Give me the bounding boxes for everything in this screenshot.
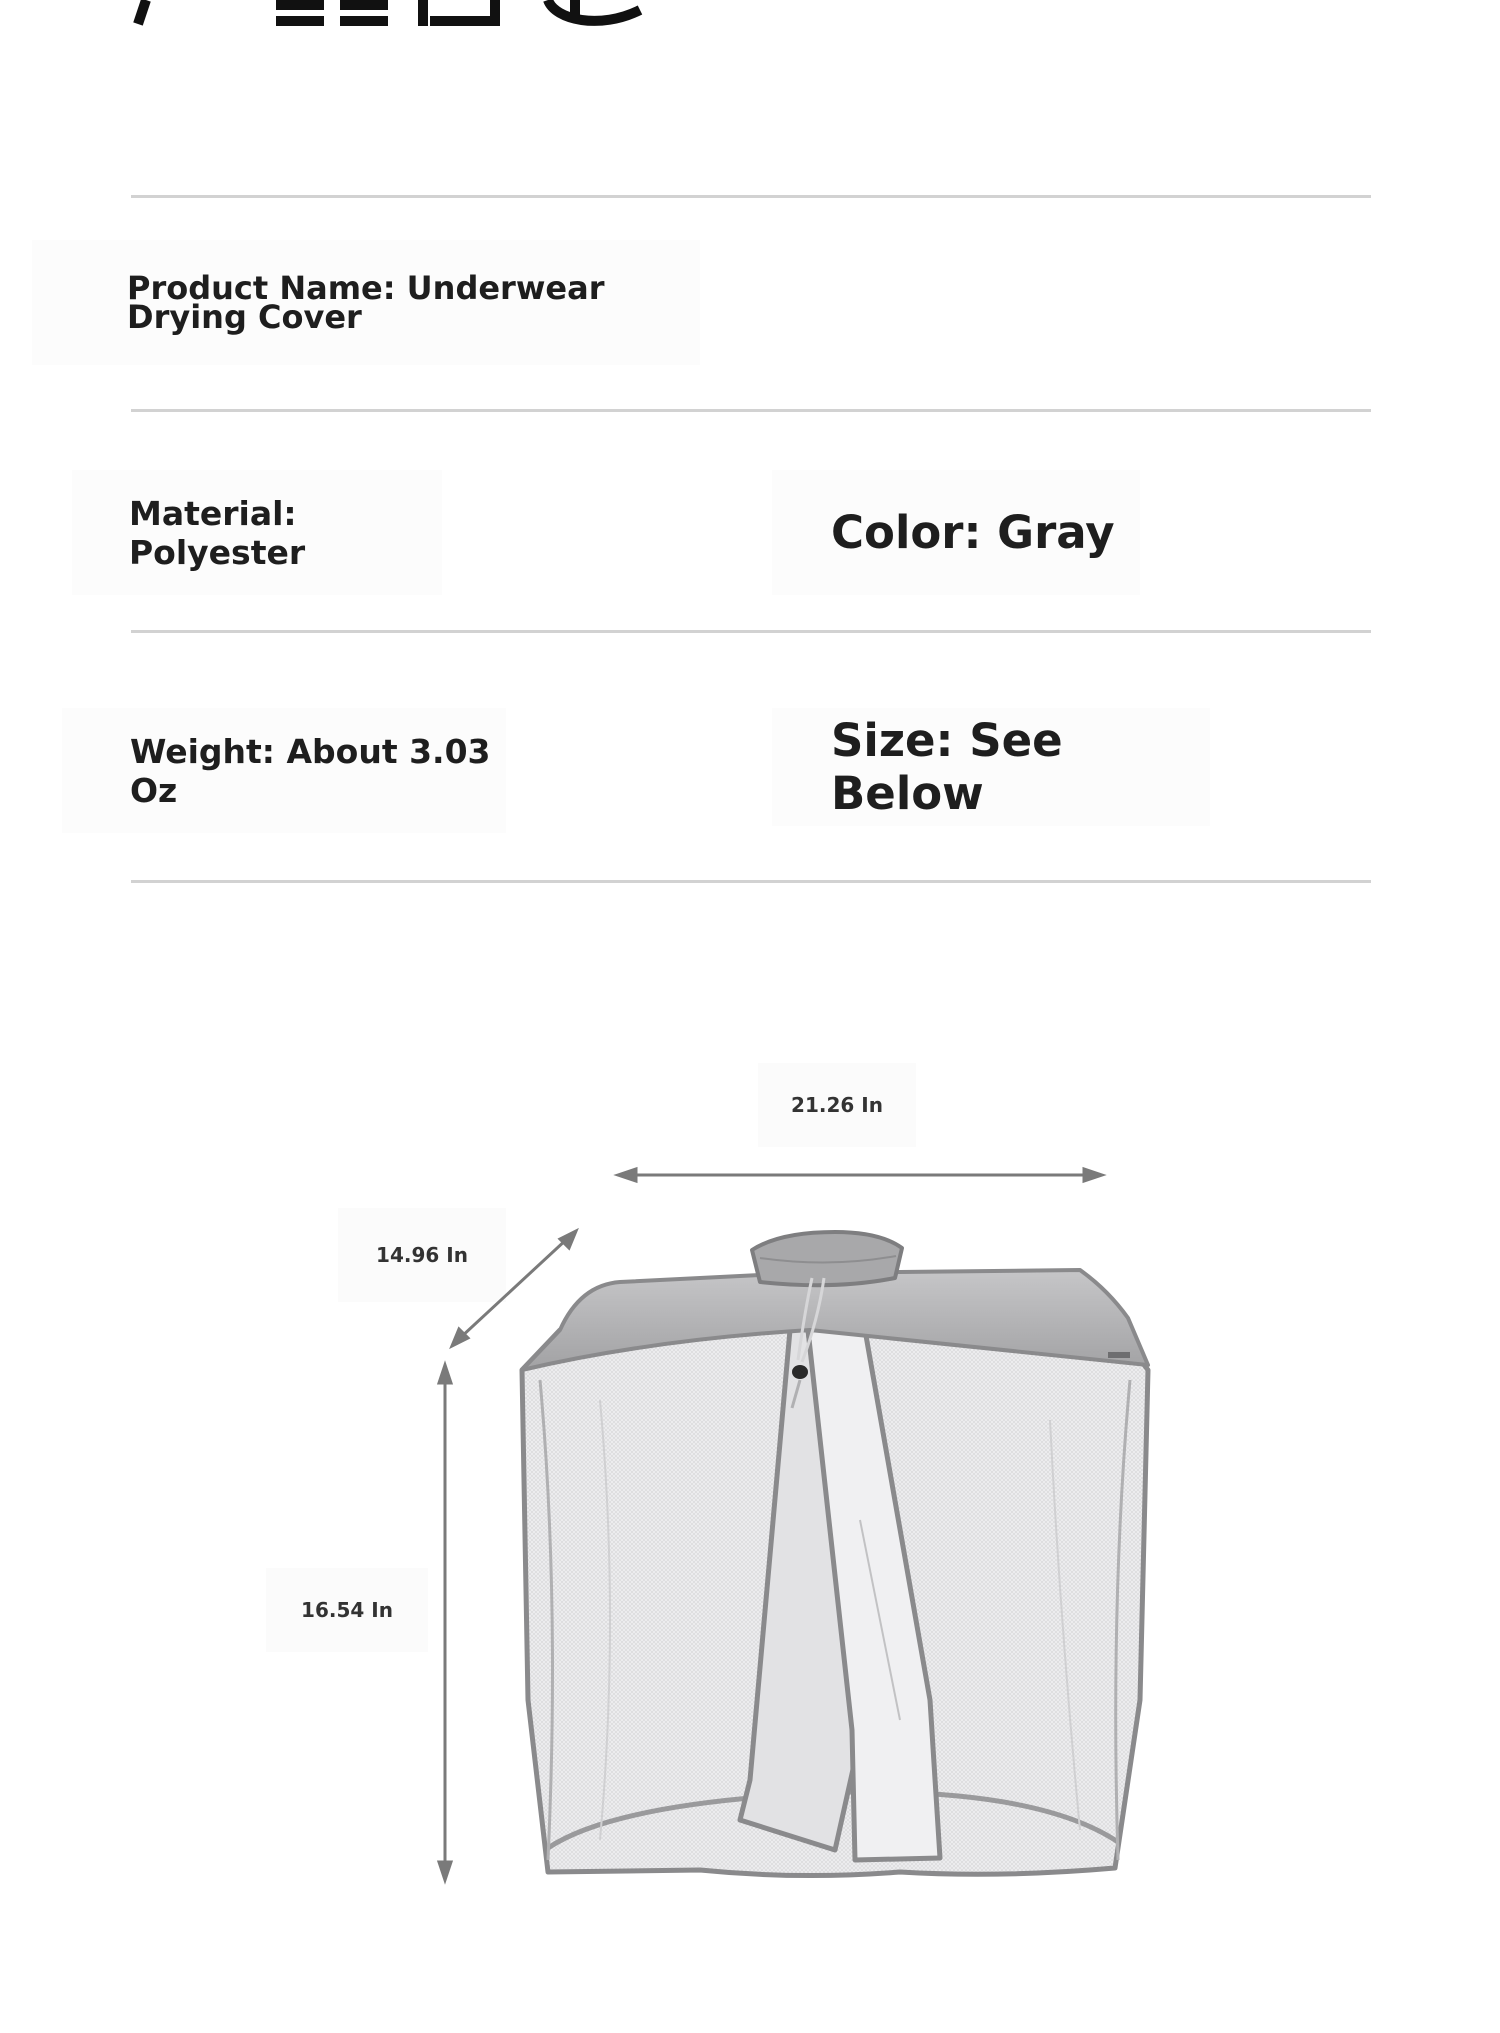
drying-cover-body	[522, 1232, 1148, 1876]
product-name-line2: Drying Cover	[127, 297, 362, 336]
height-arrow	[439, 1365, 451, 1880]
material-text: Material: Polyester	[129, 493, 306, 572]
dimension-height-text: 16.54 In	[301, 1598, 393, 1622]
weight-text: Weight: About 3.03 Oz	[130, 731, 491, 810]
product-name-line1: Product Name: Underwear	[127, 268, 605, 307]
width-arrow	[618, 1169, 1102, 1181]
color-text: Color: Gray	[831, 506, 1115, 559]
size-text: Size: See Below	[831, 714, 1063, 820]
dimension-depth-text: 14.96 In	[376, 1243, 468, 1267]
dimension-width-text: 21.26 In	[791, 1093, 883, 1117]
depth-arrow	[452, 1231, 576, 1346]
